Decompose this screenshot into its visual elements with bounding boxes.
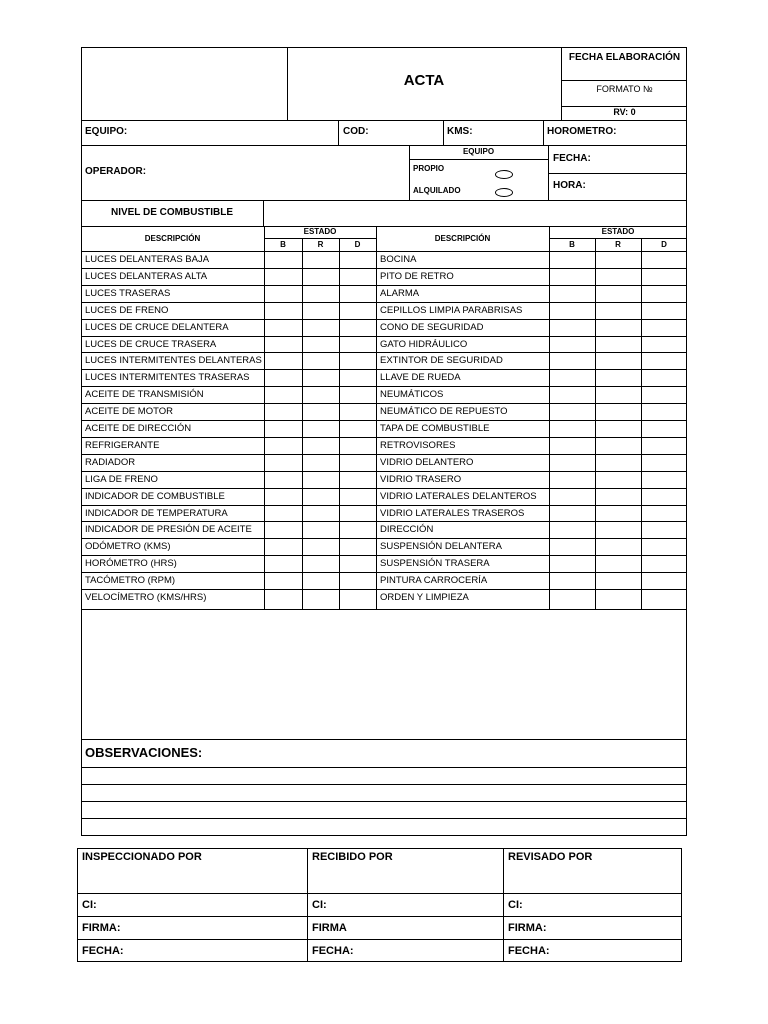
estado-cell-right-b[interactable] xyxy=(549,386,595,403)
estado-cell-right-r[interactable] xyxy=(595,505,641,522)
estado-cell-left-r[interactable] xyxy=(302,386,339,403)
estado-cell-right-b[interactable] xyxy=(549,420,595,437)
estado-cell-left-d[interactable] xyxy=(339,403,376,420)
estado-cell-left-d[interactable] xyxy=(339,268,376,285)
estado-cell-right-d[interactable] xyxy=(641,369,687,386)
estado-cell-right-r[interactable] xyxy=(595,285,641,302)
estado-cell-right-b[interactable] xyxy=(549,369,595,386)
equipo-box-label: EQUIPO xyxy=(462,147,495,156)
estado-cell-right-b[interactable] xyxy=(549,268,595,285)
estado-cell-right-r[interactable] xyxy=(595,454,641,471)
checklist-item-right: ALARMA xyxy=(380,287,420,299)
estado-d-right: D xyxy=(661,240,667,249)
estado-cell-left-r[interactable] xyxy=(302,572,339,589)
checklist-item-left: HORÓMETRO (HRS) xyxy=(85,558,177,570)
estado-cell-left-b[interactable] xyxy=(264,302,302,319)
estado-cell-left-r[interactable] xyxy=(302,454,339,471)
estado-cell-right-r[interactable] xyxy=(595,538,641,555)
inspeccionado-label: INSPECCIONADO POR xyxy=(82,851,202,863)
estado-cell-left-d[interactable] xyxy=(339,336,376,353)
estado-cell-right-b[interactable] xyxy=(549,488,595,505)
estado-cell-left-r[interactable] xyxy=(302,336,339,353)
checklist-item-left: ACEITE DE TRANSMISIÓN xyxy=(85,389,204,401)
estado-cell-left-r[interactable] xyxy=(302,285,339,302)
estado-cell-right-r[interactable] xyxy=(595,572,641,589)
estado-cell-left-r[interactable] xyxy=(302,251,339,268)
estado-cell-right-d[interactable] xyxy=(641,386,687,403)
fecha-label-2: FECHA: xyxy=(312,945,354,957)
checklist-item-right: VIDRIO LATERALES DELANTEROS xyxy=(380,490,537,502)
estado-cell-left-d[interactable] xyxy=(339,555,376,572)
estado-cell-left-r[interactable] xyxy=(302,420,339,437)
estado-d-left: D xyxy=(354,240,361,249)
checklist-item-left: LUCES DE CRUCE TRASERA xyxy=(85,338,217,350)
fecha-label-1: FECHA: xyxy=(82,945,124,957)
estado-cell-right-r[interactable] xyxy=(595,521,641,538)
estado-cell-left-d[interactable] xyxy=(339,437,376,454)
checklist-item-right: PITO DE RETRO xyxy=(380,270,454,282)
estado-cell-left-b[interactable] xyxy=(264,386,302,403)
checklist-item-right: CONO DE SEGURIDAD xyxy=(380,321,484,333)
checklist-item-right: EXTINTOR DE SEGURIDAD xyxy=(380,355,503,367)
estado-cell-right-r[interactable] xyxy=(595,319,641,336)
estado-cell-left-b[interactable] xyxy=(264,505,302,522)
estado-cell-left-b[interactable] xyxy=(264,268,302,285)
hora-label: HORA: xyxy=(553,180,586,191)
estado-cell-left-r[interactable] xyxy=(302,505,339,522)
estado-cell-right-r[interactable] xyxy=(595,251,641,268)
checklist-item-right: VIDRIO DELANTERO xyxy=(380,456,474,468)
checklist-item-left: ACEITE DE DIRECCIÓN xyxy=(85,423,192,434)
estado-cell-left-r[interactable] xyxy=(302,555,339,572)
estado-cell-right-d[interactable] xyxy=(641,572,687,589)
descripcion-header-right: DESCRIPCIÓN xyxy=(434,234,491,243)
checklist-item-right: CEPILLOS LIMPIA PARABRISAS xyxy=(380,304,523,316)
recibido-label: RECIBIDO POR xyxy=(312,851,393,863)
estado-cell-right-d[interactable] xyxy=(641,555,687,572)
estado-cell-right-b[interactable] xyxy=(549,285,595,302)
estado-cell-right-b[interactable] xyxy=(549,352,595,369)
estado-cell-right-r[interactable] xyxy=(595,268,641,285)
estado-cell-right-b[interactable] xyxy=(549,336,595,353)
estado-cell-right-d[interactable] xyxy=(641,538,687,555)
checklist-item-left: LIGA DE FRENO xyxy=(85,473,158,485)
estado-cell-left-b[interactable] xyxy=(264,555,302,572)
estado-cell-left-b[interactable] xyxy=(264,521,302,538)
cod-label: COD: xyxy=(343,126,369,137)
checklist-item-right: GATO HIDRÁULICO xyxy=(380,338,468,350)
estado-cell-left-d[interactable] xyxy=(339,538,376,555)
estado-cell-left-b[interactable] xyxy=(264,403,302,420)
kms-label: KMS: xyxy=(447,126,473,137)
estado-cell-right-d[interactable] xyxy=(641,454,687,471)
checklist-item-right: BOCINA xyxy=(380,254,417,265)
checklist-item-right: PINTURA CARROCERÍA xyxy=(380,575,488,587)
estado-cell-right-d[interactable] xyxy=(641,471,687,488)
fecha-label-3: FECHA: xyxy=(508,945,550,957)
estado-cell-left-b[interactable] xyxy=(264,437,302,454)
estado-cell-left-b[interactable] xyxy=(264,369,302,386)
estado-cell-left-b[interactable] xyxy=(264,285,302,302)
estado-cell-right-r[interactable] xyxy=(595,420,641,437)
estado-cell-left-d[interactable] xyxy=(339,302,376,319)
estado-cell-right-r[interactable] xyxy=(595,471,641,488)
estado-cell-left-r[interactable] xyxy=(302,521,339,538)
estado-cell-right-r[interactable] xyxy=(595,589,641,606)
estado-cell-left-r[interactable] xyxy=(302,538,339,555)
checklist-item-right: NEUMÁTICO DE REPUESTO xyxy=(380,406,508,418)
equipo-label: EQUIPO: xyxy=(85,126,128,137)
estado-cell-left-r[interactable] xyxy=(302,488,339,505)
formato-label: FORMATO № xyxy=(596,84,653,94)
checklist-item-right: ORDEN Y LIMPIEZA xyxy=(380,592,469,603)
estado-cell-left-b[interactable] xyxy=(264,471,302,488)
revisado-label: REVISADO POR xyxy=(508,851,593,863)
checklist-item-right: RETROVISORES xyxy=(380,439,456,451)
estado-cell-left-d[interactable] xyxy=(339,454,376,471)
checklist-item-left: LUCES DE FRENO xyxy=(85,304,169,316)
estado-cell-right-b[interactable] xyxy=(549,505,595,522)
estado-cell-left-b[interactable] xyxy=(264,319,302,336)
estado-cell-left-b[interactable] xyxy=(264,454,302,471)
estado-cell-right-r[interactable] xyxy=(595,488,641,505)
firma-label-3: FIRMA: xyxy=(508,922,547,934)
fecha-label: FECHA: xyxy=(553,153,591,164)
estado-cell-right-r[interactable] xyxy=(595,336,641,353)
estado-cell-left-b[interactable] xyxy=(264,488,302,505)
estado-cell-left-d[interactable] xyxy=(339,251,376,268)
estado-cell-left-b[interactable] xyxy=(264,352,302,369)
checklist-item-left: ACEITE DE MOTOR xyxy=(85,406,173,418)
firma-label-1: FIRMA: xyxy=(82,922,121,934)
checklist-item-left: RADIADOR xyxy=(85,456,136,468)
estado-cell-left-d[interactable] xyxy=(339,471,376,488)
estado-cell-left-b[interactable] xyxy=(264,251,302,268)
alquilado-option[interactable] xyxy=(495,188,513,197)
estado-cell-left-d[interactable] xyxy=(339,369,376,386)
revision-label: RV: 0 xyxy=(613,107,636,117)
estado-cell-left-b[interactable] xyxy=(264,572,302,589)
estado-cell-right-b[interactable] xyxy=(549,251,595,268)
estado-cell-left-r[interactable] xyxy=(302,369,339,386)
estado-cell-right-b[interactable] xyxy=(549,454,595,471)
estado-cell-left-r[interactable] xyxy=(302,437,339,454)
descripcion-header-left: DESCRIPCIÓN xyxy=(144,234,201,243)
estado-cell-right-b[interactable] xyxy=(549,302,595,319)
estado-cell-right-b[interactable] xyxy=(549,555,595,572)
propio-option[interactable] xyxy=(495,170,513,179)
estado-cell-right-d[interactable] xyxy=(641,251,687,268)
estado-cell-right-d[interactable] xyxy=(641,352,687,369)
ci-label-3: CI: xyxy=(508,899,523,911)
estado-cell-left-r[interactable] xyxy=(302,352,339,369)
estado-cell-left-d[interactable] xyxy=(339,505,376,522)
estado-cell-right-b[interactable] xyxy=(549,538,595,555)
checklist-item-left: LUCES INTERMITENTES DELANTERAS xyxy=(85,355,262,367)
checklist-item-left: INDICADOR DE COMBUSTIBLE xyxy=(85,490,225,502)
estado-cell-right-b[interactable] xyxy=(549,319,595,336)
estado-cell-right-d[interactable] xyxy=(641,336,687,353)
estado-cell-right-d[interactable] xyxy=(641,420,687,437)
estado-cell-left-d[interactable] xyxy=(339,589,376,606)
checklist-item-left: LUCES DELANTERAS ALTA xyxy=(85,270,208,282)
ci-label-1: CI: xyxy=(82,899,97,911)
checklist-item-left: INDICADOR DE TEMPERATURA xyxy=(85,507,228,519)
estado-cell-left-r[interactable] xyxy=(302,471,339,488)
estado-cell-left-d[interactable] xyxy=(339,488,376,505)
estado-cell-right-b[interactable] xyxy=(549,403,595,420)
checklist-item-left: REFRIGERANTE xyxy=(85,439,160,451)
estado-cell-left-d[interactable] xyxy=(339,319,376,336)
checklist-item-right: SUSPENSIÓN TRASERA xyxy=(380,558,490,570)
checklist-item-left: LUCES TRASERAS xyxy=(85,287,171,299)
estado-cell-left-r[interactable] xyxy=(302,268,339,285)
signature-table xyxy=(77,848,682,962)
estado-cell-left-d[interactable] xyxy=(339,352,376,369)
estado-b-left: B xyxy=(280,240,286,249)
estado-cell-right-b[interactable] xyxy=(549,572,595,589)
estado-b-right: B xyxy=(569,240,575,249)
observaciones-label: OBSERVACIONES: xyxy=(85,745,203,760)
estado-cell-left-d[interactable] xyxy=(339,420,376,437)
estado-cell-right-b[interactable] xyxy=(549,471,595,488)
checklist-item-left: LUCES DELANTERAS BAJA xyxy=(85,254,210,265)
estado-cell-right-d[interactable] xyxy=(641,505,687,522)
estado-cell-right-r[interactable] xyxy=(595,403,641,420)
estado-cell-left-b[interactable] xyxy=(264,420,302,437)
checklist-item-right: VIDRIO TRASERO xyxy=(380,473,462,485)
fecha-elaboracion-label: FECHA ELABORACIÓN xyxy=(568,52,681,63)
estado-cell-left-r[interactable] xyxy=(302,403,339,420)
estado-r-left: R xyxy=(317,240,324,249)
checklist-item-left: LUCES INTERMITENTES TRASERAS xyxy=(85,372,250,384)
estado-cell-right-r[interactable] xyxy=(595,386,641,403)
estado-cell-right-d[interactable] xyxy=(641,285,687,302)
estado-cell-right-r[interactable] xyxy=(595,352,641,369)
estado-cell-left-b[interactable] xyxy=(264,589,302,606)
estado-cell-right-b[interactable] xyxy=(549,589,595,606)
checklist-item-right: NEUMÁTICOS xyxy=(380,389,444,401)
alquilado-label: ALQUILADO xyxy=(413,186,461,195)
checklist-item-right: DIRECCIÓN xyxy=(380,524,434,536)
estado-cell-right-d[interactable] xyxy=(641,403,687,420)
estado-cell-right-b[interactable] xyxy=(549,437,595,454)
estado-cell-left-r[interactable] xyxy=(302,319,339,336)
estado-cell-right-d[interactable] xyxy=(641,302,687,319)
checklist-item-left: VELOCÍMETRO (KMS/HRS) xyxy=(85,592,207,603)
estado-cell-right-r[interactable] xyxy=(595,302,641,319)
operador-label: OPERADOR: xyxy=(85,166,147,177)
estado-cell-right-b[interactable] xyxy=(549,521,595,538)
estado-cell-left-d[interactable] xyxy=(339,386,376,403)
checklist-item-left: ODÓMETRO (KMS) xyxy=(85,541,171,553)
checklist-item-left: TACÓMETRO (RPM) xyxy=(85,575,176,587)
page-title: ACTA xyxy=(403,72,445,89)
estado-cell-right-d[interactable] xyxy=(641,589,687,606)
estado-cell-left-r[interactable] xyxy=(302,302,339,319)
checklist-item-right: TAPA DE COMBUSTIBLE xyxy=(380,423,490,434)
checklist-item-left: LUCES DE CRUCE DELANTERA xyxy=(85,321,229,333)
estado-cell-right-d[interactable] xyxy=(641,319,687,336)
estado-cell-right-d[interactable] xyxy=(641,437,687,454)
checklist-item-right: LLAVE DE RUEDA xyxy=(380,372,461,384)
propio-label: PROPIO xyxy=(413,164,445,173)
checklist-item-right: VIDRIO LATERALES TRASEROS xyxy=(380,507,525,519)
ci-label-2: CI: xyxy=(312,899,327,911)
estado-cell-left-r[interactable] xyxy=(302,589,339,606)
estado-cell-right-d[interactable] xyxy=(641,521,687,538)
estado-header-right: ESTADO xyxy=(601,227,635,236)
estado-cell-right-d[interactable] xyxy=(641,488,687,505)
estado-cell-right-r[interactable] xyxy=(595,555,641,572)
estado-cell-left-b[interactable] xyxy=(264,336,302,353)
estado-cell-left-b[interactable] xyxy=(264,538,302,555)
estado-header-left: ESTADO xyxy=(303,227,337,236)
estado-cell-left-d[interactable] xyxy=(339,572,376,589)
estado-cell-right-r[interactable] xyxy=(595,369,641,386)
firma-label-2: FIRMA xyxy=(312,922,347,934)
estado-cell-right-r[interactable] xyxy=(595,437,641,454)
checklist-item-left: INDICADOR DE PRESIÓN DE ACEITE xyxy=(85,524,252,536)
estado-r-right: R xyxy=(615,240,621,249)
estado-cell-left-d[interactable] xyxy=(339,521,376,538)
horometro-label: HOROMETRO: xyxy=(547,126,617,137)
estado-cell-right-d[interactable] xyxy=(641,268,687,285)
checklist-item-right: SUSPENSIÓN DELANTERA xyxy=(380,541,502,553)
nivel-combustible-label: NIVEL DE COMBUSTIBLE xyxy=(110,207,234,218)
estado-cell-left-d[interactable] xyxy=(339,285,376,302)
